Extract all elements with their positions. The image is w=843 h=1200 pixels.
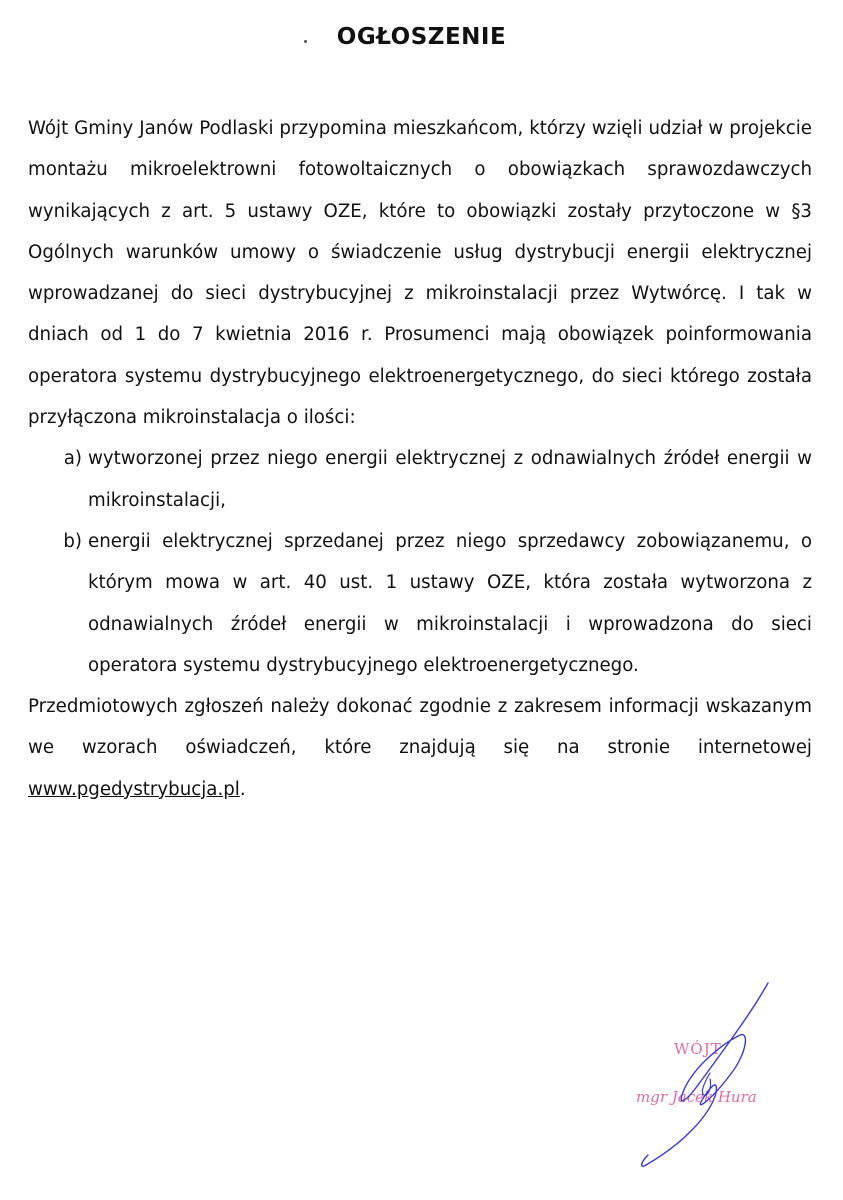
announcement-body [28,108,812,810]
closing-text: Przedmiotowych zgłoszeń należy dokonać zgodnie z zakresem informacji wskazanym we wzorach oświadczeń, które znajdują się na stronie internetowej [28,696,812,759]
reporting-items-list [28,438,812,686]
list-item [28,521,812,686]
list-marker: a) [63,448,82,470]
list-item-text: wytworzonej przez niego energii elektrycznej z odnawialnych źródeł energii w mikroinstalacji, [88,448,812,511]
page-title: OGŁOSZENIE [336,24,507,50]
list-marker: b) [63,530,82,552]
website-link[interactable]: www.pgedystrybucja.pl [28,778,240,800]
handwritten-signature [600,975,800,1175]
closing-paragraph [28,686,812,810]
list-item-text: energii elektrycznej sprzedanej przez niego sprzedawcy zobowiązanemu, o którym mowa w art. 40 ust. 1 ustawy OZE, która została wytworzona z odnawialnych źródeł energii w mikroinstalacji i wprowadzona do sieci operatora systemu dystrybucyjnego elektroenergetycznego. [88,530,812,676]
list-item [28,438,812,521]
closing-suffix: . [239,778,246,800]
intro-paragraph: Wójt Gminy Janów Podlaski przypomina mieszkańcom, którzy wzięli udział w projekcie montażu mikroelektrowni fotowoltaicznych o obowiązkach sprawozdawczych wynikających z art. 5 ustawy OZE, które to obowiązki zostały przytoczone w §3 Ogólnych warunków umowy o świadczenie usług dystrybucji energii elektrycznej wprowadzanej do sieci dystrybucyjnej z mikroinstalacji przez Wytwórcę. I tak w dniach od 1 do 7 kwietnia 2016 r. Prosumenci mają obowiązek poinformowania operatora systemu dystrybucyjnego elektroenergetycznego, do sieci którego została przyłączona mikroinstalacja o ilości: [28,118,812,429]
stamp-name: mgr Jacek Hura [636,1088,757,1106]
stamp-title: WÓJT [674,1040,722,1058]
